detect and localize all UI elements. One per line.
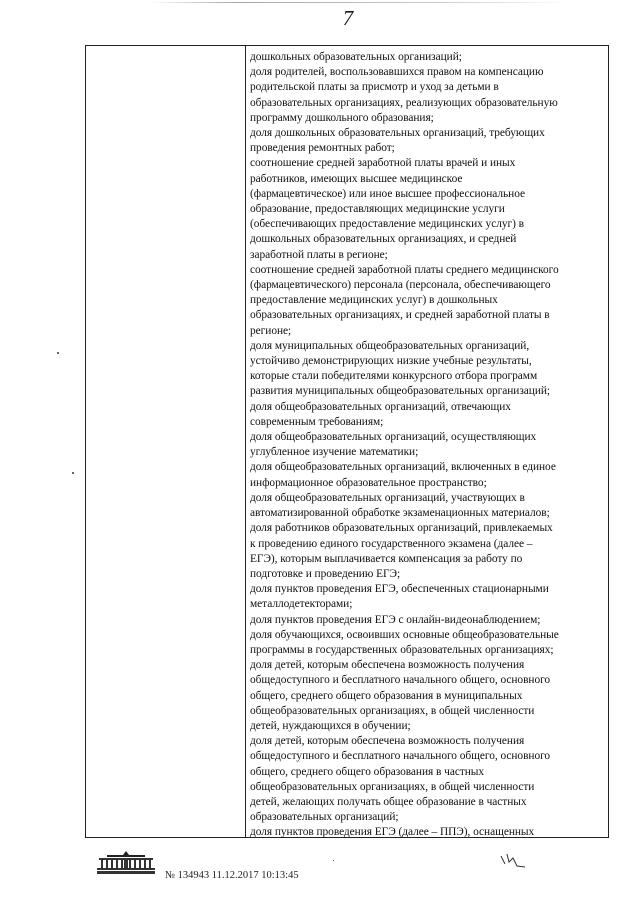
document-table xyxy=(85,45,609,838)
table-right-cell xyxy=(250,50,604,841)
text-line: доля детей, которым обеспечена возможность получения xyxy=(250,735,525,748)
text-line: (фармацевтического) персонала (персонала, обеспечивающего xyxy=(250,279,551,292)
text-line: доля муниципальных общеобразовательных организаций, xyxy=(250,339,530,352)
text-line: программу дошкольного образования; xyxy=(250,111,434,124)
text-line: доля дошкольных образовательных организаций, требующих xyxy=(250,127,545,140)
text-line: детей, нуждающихся в обучении; xyxy=(250,719,411,732)
text-line: подготовке и проведению ЕГЭ; xyxy=(250,567,401,580)
text-line: общеобразовательных организациях, в общей численности xyxy=(250,704,535,717)
text-line: металлодетекторами; xyxy=(250,598,353,611)
text-line: образовательных организациях, реализующих образовательную xyxy=(250,96,558,109)
text-line: доля общеобразовательных организаций, отвечающих xyxy=(250,400,511,413)
text-line: доля общеобразовательных организаций, включенных в единое xyxy=(250,461,556,474)
scan-speck xyxy=(57,352,59,354)
text-line: общеобразовательных организациях, в общей численности xyxy=(250,780,535,793)
text-line: доля общеобразовательных организаций, осуществляющих xyxy=(250,431,537,444)
text-line: к проведению единого государственного экзамена (далее – xyxy=(250,537,533,550)
text-line: дошкольных образовательных организациях, и средней xyxy=(250,233,517,246)
text-line: доля пунктов проведения ЕГЭ, обеспеченных стационарными xyxy=(250,583,549,596)
text-line: общего, среднего общего образования в частных xyxy=(250,765,485,778)
text-line: доля детей, которым обеспечена возможность получения xyxy=(250,659,525,672)
handwritten-mark-icon xyxy=(495,850,535,872)
text-line: детей, желающих получать общее образование в частных xyxy=(250,795,527,808)
text-line: проведения ремонтных работ; xyxy=(250,142,395,155)
text-line: современным требованиям; xyxy=(250,415,384,428)
text-line: программы в государственных образовательных организациях; xyxy=(250,643,554,656)
page-number-text: 7 xyxy=(342,6,354,30)
text-line: образовательных организаций; xyxy=(250,811,399,824)
text-line: соотношение средней заработной платы среднего медицинского xyxy=(250,263,559,276)
text-line: общедоступного и бесплатного начального общего, основного xyxy=(250,674,551,687)
text-line: которые стали победителями конкурсного отбора программ xyxy=(250,370,538,383)
text-line: ЕГЭ), которым выплачивается компенсация за работу по xyxy=(250,552,523,565)
text-line: работников, имеющих высшее медицинское xyxy=(250,172,463,185)
text-line: информационное образовательное пространство; xyxy=(250,476,487,489)
scan-top-edge xyxy=(150,2,570,3)
text-line: доля общеобразовательных организаций, участвующих в xyxy=(250,491,525,504)
text-line: доля пунктов проведения ЕГЭ с онлайн-видеонаблюдением; xyxy=(250,613,541,626)
text-line: доля родителей, воспользовавшихся правом на компенсацию xyxy=(250,66,544,79)
text-line: доля работников образовательных организаций, привлекаемых xyxy=(250,522,553,535)
text-line: предоставление медицинских услуг) в дошкольных xyxy=(250,294,498,307)
text-line: общего, среднего общего образования в муниципальных xyxy=(250,689,523,702)
text-line: родительской платы за присмотр и уход за детьми в xyxy=(250,81,499,94)
text-line: развития муниципальных общеобразовательных организаций; xyxy=(250,385,551,398)
text-line: заработной платы в регионе; xyxy=(250,248,388,261)
text-line: соотношение средней заработной платы врачей и иных xyxy=(250,157,516,170)
text-line: доля пунктов проведения ЕГЭ (далее – ППЭ), оснащенных xyxy=(250,826,535,839)
text-line: регионе; xyxy=(250,324,292,337)
text-line: углубленное изучение математики; xyxy=(250,446,419,459)
text-line: дошкольных образовательных организаций; xyxy=(250,51,462,63)
text-line: автоматизированной обработке экзаменационных материалов; xyxy=(250,507,550,520)
page-number xyxy=(0,6,640,31)
document-id-stamp: № 134943 11.12.2017 10:13:45 xyxy=(165,870,299,881)
scan-speck xyxy=(72,472,74,474)
text-line: (обеспечивающих предоставление медицинских услуг) в xyxy=(250,218,524,231)
text-line: (фармацевтическое) или иное высшее профессиональное xyxy=(250,187,526,200)
text-line: образование, предоставляющих медицинские услуги xyxy=(250,203,505,216)
text-line: образовательных организациях, и средней заработной платы в xyxy=(250,309,550,322)
government-building-logo-icon xyxy=(95,850,157,876)
text-line: доля обучающихся, освоивших основные общеобразовательные xyxy=(250,628,559,641)
text-line: общедоступного и бесплатного начального общего, основного xyxy=(250,750,551,763)
table-column-divider xyxy=(245,46,246,837)
text-line: устойчиво демонстрирующих низкие учебные результаты, xyxy=(250,355,532,368)
footer xyxy=(95,850,575,890)
